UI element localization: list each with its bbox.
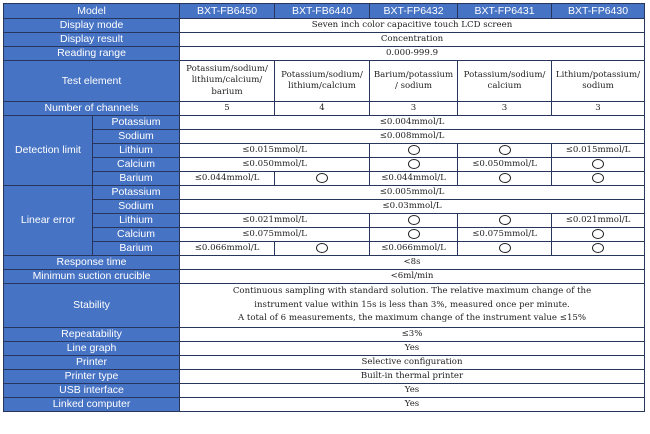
circle-icon bbox=[499, 243, 511, 253]
header-row bbox=[4, 4, 645, 19]
row-label: Stability bbox=[4, 284, 180, 328]
linear-barium-row bbox=[4, 242, 645, 256]
row-value: ≤0.005mmol/L bbox=[180, 186, 645, 200]
stability-line: instrument value within 15s is less than 3%, measured once per minute. bbox=[254, 299, 570, 310]
row-value: ≤0.075mmol/L bbox=[458, 228, 552, 242]
detection-barium-row bbox=[4, 172, 645, 186]
row-label: Printer bbox=[4, 356, 180, 370]
model-name: BXT-FP6431 bbox=[458, 4, 552, 19]
spec-table bbox=[3, 3, 645, 412]
circle-icon bbox=[408, 229, 420, 239]
stability-row bbox=[4, 284, 645, 328]
display-mode-row bbox=[4, 19, 645, 33]
na-cell bbox=[370, 158, 458, 172]
row-value: Seven inch color capacitive touch LCD screen bbox=[180, 19, 645, 33]
na-cell bbox=[458, 242, 552, 256]
row-label: Line graph bbox=[4, 342, 180, 356]
row-value: Built-in thermal printer bbox=[180, 370, 645, 384]
response-time-row bbox=[4, 256, 645, 270]
na-cell bbox=[275, 172, 370, 186]
row-value: Potassium/sodium/ lithium/calcium bbox=[275, 61, 370, 102]
element-label: Potassium bbox=[93, 186, 180, 200]
row-value: ≤0.075mmol/L bbox=[180, 228, 370, 242]
row-value: Concentration bbox=[180, 33, 645, 47]
row-value: ≤0.015mmol/L bbox=[552, 144, 645, 158]
row-label: Linked computer bbox=[4, 398, 180, 412]
element-label: Lithium bbox=[93, 144, 180, 158]
element-label: Sodium bbox=[93, 200, 180, 214]
na-cell bbox=[552, 172, 645, 186]
na-cell bbox=[370, 214, 458, 228]
element-label: Sodium bbox=[93, 130, 180, 144]
row-value: ≤0.050mmol/L bbox=[458, 158, 552, 172]
linear-lithium-row bbox=[4, 214, 645, 228]
element-label: Calcium bbox=[93, 228, 180, 242]
printer-type-row bbox=[4, 370, 645, 384]
circle-icon bbox=[592, 229, 604, 239]
element-label: Barium bbox=[93, 172, 180, 186]
row-value: ≤0.008mmol/L bbox=[180, 130, 645, 144]
detection-potassium-row bbox=[4, 116, 645, 130]
na-cell bbox=[370, 144, 458, 158]
circle-icon bbox=[499, 215, 511, 225]
stability-line: A total of 6 measurements, the maximum change of the instrument value ≤15% bbox=[237, 313, 587, 324]
row-value: Lithium/potassium/ sodium bbox=[552, 61, 645, 102]
min-suction-row bbox=[4, 270, 645, 284]
circle-icon bbox=[499, 145, 511, 155]
element-label: Potassium bbox=[93, 116, 180, 130]
spec-table-container bbox=[3, 3, 645, 412]
circle-icon bbox=[408, 159, 420, 169]
row-value: ≤0.050mmol/L bbox=[180, 158, 370, 172]
row-value: <8s bbox=[180, 256, 645, 270]
row-value: Yes bbox=[180, 398, 645, 412]
channels-row bbox=[4, 102, 645, 116]
row-value: ≤0.004mmol/L bbox=[180, 116, 645, 130]
circle-icon bbox=[592, 243, 604, 253]
printer-row bbox=[4, 356, 645, 370]
row-value: Selective configuration bbox=[180, 356, 645, 370]
element-label: Calcium bbox=[93, 158, 180, 172]
detection-sodium-row bbox=[4, 130, 645, 144]
detection-calcium-row bbox=[4, 158, 645, 172]
row-label: USB interface bbox=[4, 384, 180, 398]
linear-potassium-row bbox=[4, 186, 645, 200]
linear-sodium-row bbox=[4, 200, 645, 214]
row-value: ≤0.044mmol/L bbox=[180, 172, 275, 186]
test-element-row bbox=[4, 61, 645, 102]
row-value: Barium/potassium / sodium bbox=[370, 61, 458, 102]
row-label: Display result bbox=[4, 33, 180, 47]
row-value: ≤0.066mmol/L bbox=[370, 242, 458, 256]
row-label: Test element bbox=[4, 61, 180, 102]
group-label: Linear error bbox=[4, 186, 93, 256]
line-graph-row bbox=[4, 342, 645, 356]
usb-row bbox=[4, 384, 645, 398]
model-name: BXT-FB6450 bbox=[180, 4, 275, 19]
row-label: Minimum suction crucible bbox=[4, 270, 180, 284]
row-value: ≤0.066mmol/L bbox=[180, 242, 275, 256]
group-label: Detection limit bbox=[4, 116, 93, 186]
model-header: Model bbox=[4, 4, 180, 19]
row-value: 4 bbox=[275, 102, 370, 116]
row-value: Yes bbox=[180, 342, 645, 356]
row-value: ≤0.044mmol/L bbox=[370, 172, 458, 186]
detection-lithium-row bbox=[4, 144, 645, 158]
circle-icon bbox=[408, 145, 420, 155]
row-value: ≤3% bbox=[180, 328, 645, 342]
row-value: ≤0.021mmol/L bbox=[180, 214, 370, 228]
linear-calcium-row bbox=[4, 228, 645, 242]
row-value: ≤0.021mmol/L bbox=[552, 214, 645, 228]
row-value: Potassium/sodium/ lithium/calcium/ barium bbox=[180, 61, 275, 102]
element-label: Lithium bbox=[93, 214, 180, 228]
row-label: Repeatability bbox=[4, 328, 180, 342]
circle-icon bbox=[592, 173, 604, 183]
row-label: Number of channels bbox=[4, 102, 180, 116]
circle-icon bbox=[316, 173, 328, 183]
row-value: 5 bbox=[180, 102, 275, 116]
na-cell bbox=[552, 158, 645, 172]
row-value: ≤0.015mmol/L bbox=[180, 144, 370, 158]
repeatability-row bbox=[4, 328, 645, 342]
na-cell bbox=[275, 242, 370, 256]
circle-icon bbox=[499, 173, 511, 183]
row-value: ≤0.03mmol/L bbox=[180, 200, 645, 214]
stability-value bbox=[180, 284, 645, 328]
row-value: 0.000-999.9 bbox=[180, 47, 645, 61]
na-cell bbox=[552, 228, 645, 242]
row-label: Printer type bbox=[4, 370, 180, 384]
element-label: Barium bbox=[93, 242, 180, 256]
row-value: 3 bbox=[370, 102, 458, 116]
linked-computer-row bbox=[4, 398, 645, 412]
circle-icon bbox=[592, 159, 604, 169]
model-name: BXT-FP6432 bbox=[370, 4, 458, 19]
na-cell bbox=[458, 214, 552, 228]
model-name: BXT-FP6430 bbox=[552, 4, 645, 19]
circle-icon bbox=[316, 243, 328, 253]
row-value: 3 bbox=[552, 102, 645, 116]
row-value: Potassium/sodium/ calcium bbox=[458, 61, 552, 102]
row-label: Response time bbox=[4, 256, 180, 270]
row-value: 3 bbox=[458, 102, 552, 116]
model-name: BXT-FB6440 bbox=[275, 4, 370, 19]
na-cell bbox=[370, 228, 458, 242]
na-cell bbox=[458, 172, 552, 186]
na-cell bbox=[458, 144, 552, 158]
row-value: Yes bbox=[180, 384, 645, 398]
display-result-row bbox=[4, 33, 645, 47]
row-value: <6ml/min bbox=[180, 270, 645, 284]
stability-line: Continuous sampling with standard solution. The relative maximum change of the bbox=[232, 286, 592, 297]
reading-range-row bbox=[4, 47, 645, 61]
row-label: Display mode bbox=[4, 19, 180, 33]
row-label: Reading range bbox=[4, 47, 180, 61]
na-cell bbox=[552, 242, 645, 256]
circle-icon bbox=[408, 215, 420, 225]
